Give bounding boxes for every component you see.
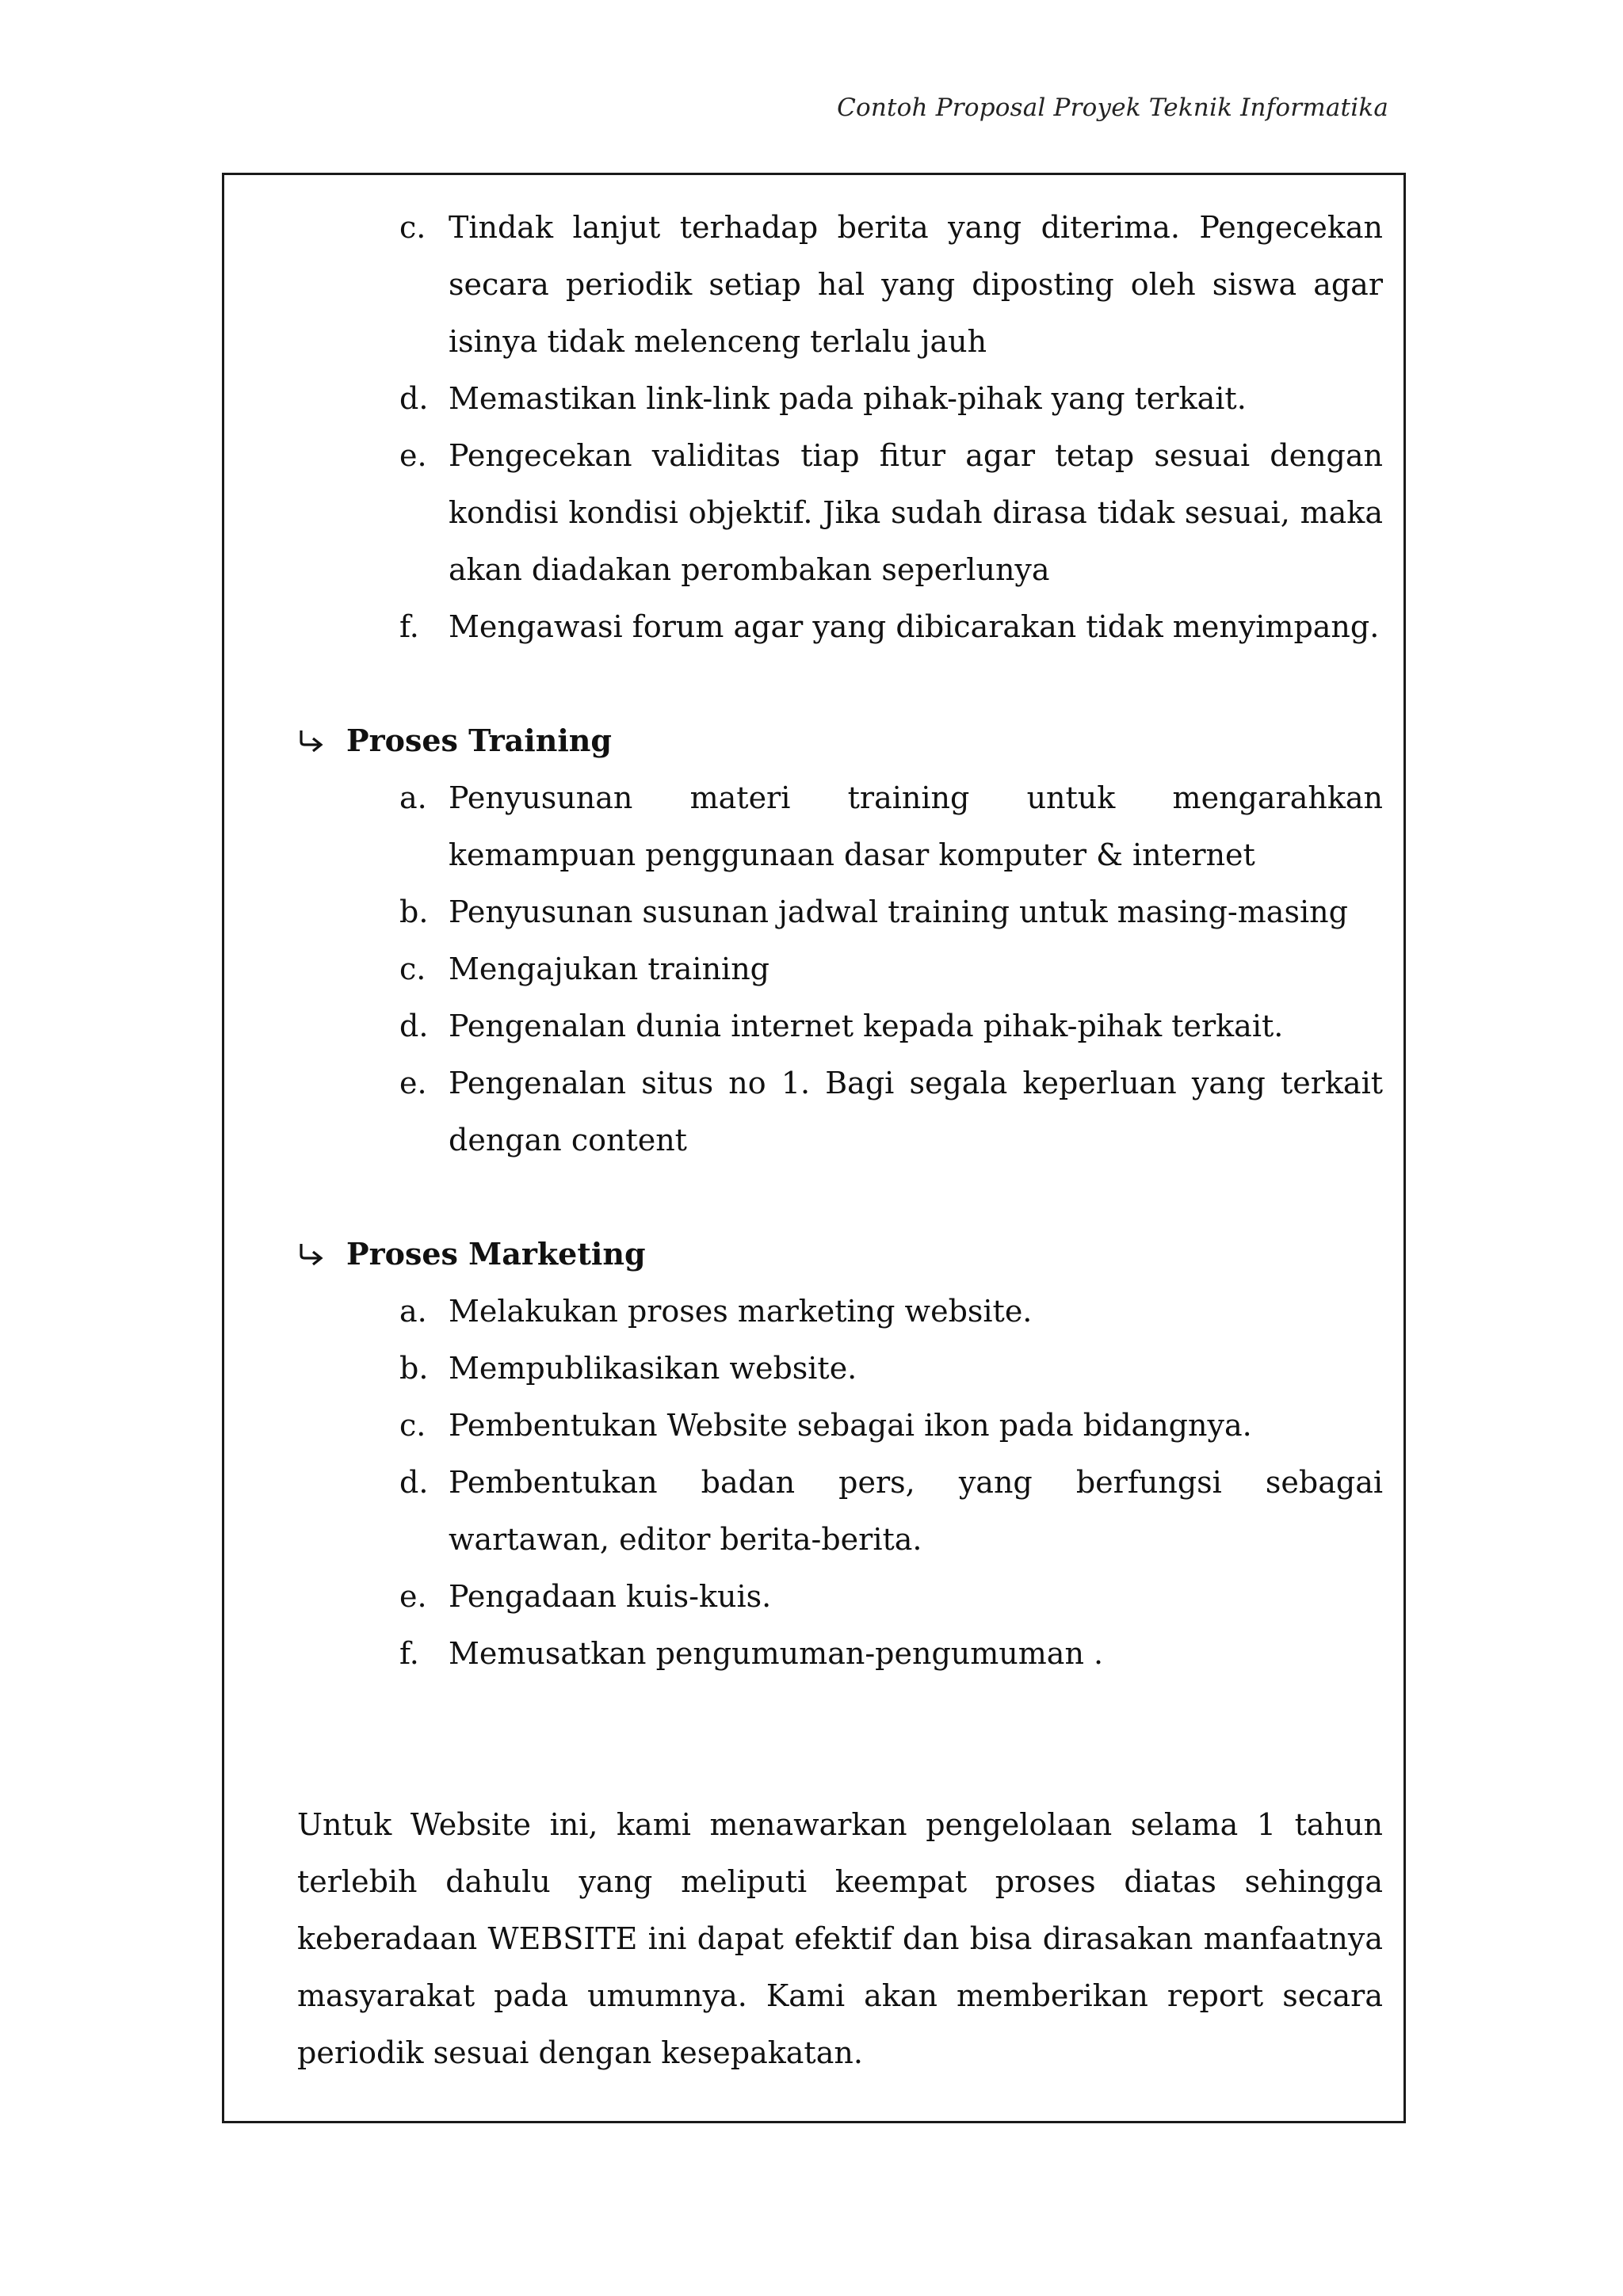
list-marker: b. — [399, 894, 429, 929]
list-text: Pengenalan dunia internet kepada pihak-pihak terkait. — [449, 1009, 1284, 1043]
section-heading-text: Proses Training — [346, 723, 612, 758]
spacer — [297, 1169, 1383, 1226]
list-item — [297, 1283, 1383, 1340]
section-heading-training — [297, 712, 1383, 769]
list-marker: a. — [399, 780, 427, 815]
list-marker: a. — [399, 1294, 427, 1329]
list-text: Mempublikasikan website. — [449, 1351, 857, 1386]
list-item — [297, 1397, 1383, 1454]
training-list — [297, 769, 1383, 1169]
intro-list — [297, 199, 1383, 655]
hook-arrow-icon — [297, 1241, 326, 1267]
list-item — [297, 370, 1383, 427]
list-text: Melakukan proses marketing website. — [449, 1294, 1033, 1329]
list-text: Memastikan link-link pada pihak-pihak yang terkait. — [449, 381, 1247, 416]
closing-paragraph: Untuk Website ini, kami menawarkan pengelolaan selama 1 tahun terlebih dahulu yang meliputi keempat proses diatas sehingga keberadaan WEBSITE ini dapat efektif dan bisa dirasakan manfaatnya masyarakat pada umumnya. Kami akan memberikan report secara periodik sesuai dengan kesepakatan. — [297, 1807, 1383, 2070]
list-text: Tindak lanjut terhadap berita yang diterima. Pengecekan secara periodik setiap hal yang diposting oleh siswa agar isinya tidak melenceng terlalu jauh — [449, 210, 1383, 359]
list-item — [297, 940, 1383, 997]
list-item — [297, 1625, 1383, 1682]
list-item — [297, 883, 1383, 940]
spacer — [297, 655, 1383, 712]
list-item — [297, 1454, 1383, 1568]
running-header-title: Contoh Proposal Proyek Teknik Informatika — [837, 93, 1388, 122]
hook-arrow-icon — [297, 728, 326, 753]
list-marker: d. — [399, 1009, 429, 1043]
list-text: Pengenalan situs no 1. Bagi segala keperluan yang terkait dengan content — [449, 1066, 1383, 1158]
list-item — [297, 199, 1383, 370]
list-item — [297, 1055, 1383, 1169]
list-item — [297, 1568, 1383, 1625]
list-marker: e. — [399, 1066, 427, 1100]
list-marker: d. — [399, 381, 429, 416]
section-heading-marketing — [297, 1226, 1383, 1283]
list-text: Penyusunan materi training untuk mengarahkan kemampuan penggunaan dasar komputer & internet — [449, 780, 1383, 872]
marketing-list — [297, 1283, 1383, 1682]
list-text: Memusatkan pengumuman-pengumuman . — [449, 1636, 1104, 1671]
list-item — [297, 997, 1383, 1055]
list-marker: c. — [399, 1408, 426, 1443]
list-text: Mengajukan training — [449, 952, 770, 986]
list-marker: f. — [399, 609, 419, 644]
list-marker: c. — [399, 210, 426, 245]
section-heading-text: Proses Marketing — [346, 1236, 646, 1272]
list-item — [297, 598, 1383, 655]
list-marker: d. — [399, 1465, 429, 1500]
list-text: Pengadaan kuis-kuis. — [449, 1579, 772, 1614]
content-frame — [222, 173, 1406, 2123]
list-marker: e. — [399, 438, 427, 473]
list-marker: b. — [399, 1351, 429, 1386]
list-item — [297, 769, 1383, 883]
list-marker: c. — [399, 952, 426, 986]
list-text: Penyusunan susunan jadwal training untuk masing-masing — [449, 894, 1348, 929]
list-marker: f. — [399, 1636, 419, 1671]
content-body — [297, 199, 1383, 2081]
list-text: Pengecekan validitas tiap fitur agar tetap sesuai dengan kondisi kondisi objektif. Jika sudah dirasa tidak sesuai, maka akan diadakan perombakan seperlunya — [449, 438, 1383, 587]
list-item — [297, 427, 1383, 598]
list-text: Mengawasi forum agar yang dibicarakan tidak menyimpang. — [449, 609, 1380, 644]
spacer — [297, 1682, 1383, 1796]
list-text: Pembentukan badan pers, yang berfungsi sebagai wartawan, editor berita-berita. — [449, 1465, 1383, 1557]
list-item — [297, 1340, 1383, 1397]
list-text: Pembentukan Website sebagai ikon pada bidangnya. — [449, 1408, 1252, 1443]
list-marker: e. — [399, 1579, 427, 1614]
